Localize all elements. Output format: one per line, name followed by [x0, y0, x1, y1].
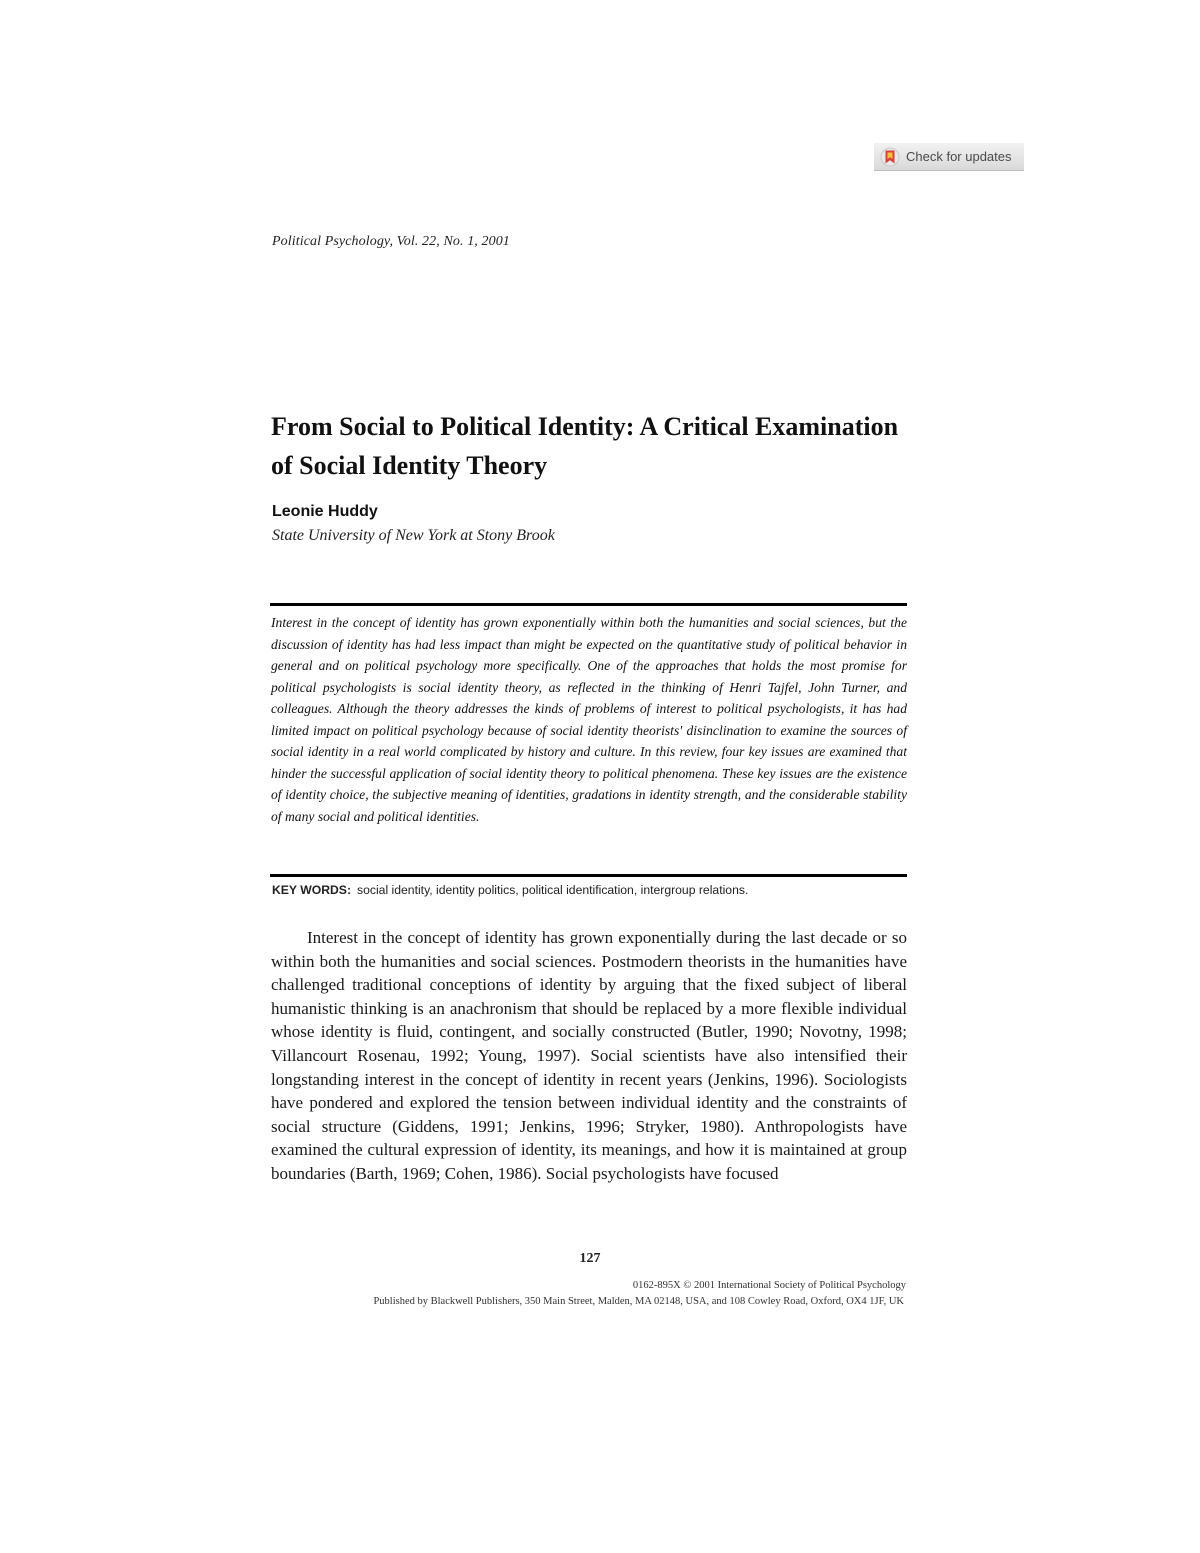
page-number: 127 — [579, 1251, 601, 1266]
footer-publisher: Published by Blackwell Publishers, 350 Main Street, Malden, MA 02148, USA, and 108 Cowley Road, Oxford, OX4 1JF, UK — [373, 1296, 904, 1307]
keywords-value: social identity, identity politics, political identification, intergroup relations. — [357, 883, 749, 897]
check-for-updates-label: Check for updates — [906, 149, 1012, 164]
article-title: From Social to Political Identity: A Critical Examination of Social Identity Theory — [271, 412, 899, 480]
body-paragraph: Interest in the concept of identity has grown exponentially during the last decade or so within both the humanities and social sciences. Postmodern theorists in the humanities have challenged traditional conceptions of identity by arguing that the fixed subject of liberal humanistic thinking is an anachronism that should be replaced by a more flexible individual whose identity is fluid, contingent, and socially constructed (Butler, 1990; Novotny, 1998; Villancourt Rosenau, 1992; Young, 1997). Social scientists have also intensified their longstanding interest in the concept of identity in recent years (Jenkins, 1996). Sociologists have pondered and explored the tension between individual identity and the constraints of social structure (Giddens, 1991; Jenkins, 1996; Stryker, 1980). Anthropologists have examined the cultural expression of identity, its meanings, and how it is maintained at group boundaries (Barth, 1969; Cohen, 1986). Social psychologists have focused — [271, 928, 907, 1183]
keywords-line — [272, 883, 912, 897]
author-name: Leonie Huddy — [272, 503, 378, 520]
abstract-top-rule — [270, 603, 907, 606]
author-affiliation: State University of New York at Stony Brook — [272, 527, 555, 544]
abstract-bottom-rule — [270, 874, 907, 877]
check-for-updates-button[interactable] — [874, 143, 1024, 171]
keywords-label: KEY WORDS: — [272, 883, 351, 897]
journal-citation: Political Psychology, Vol. 22, No. 1, 2001 — [272, 234, 510, 249]
check-for-updates-bookmark-icon — [880, 147, 900, 167]
abstract-text: Interest in the concept of identity has grown exponentially within both the humanities and social sciences, but the discussion of identity has had less impact than might be expected on the quantitative study of political behavior in general and on political psychology more specifically. One of the approaches that holds the most promise for political psychologists is social identity theory, as reflected in the thinking of Henri Tajfel, John Turner, and colleagues. Although the theory addresses the kinds of problems of interest to political psychologists, it has had limited impact on political psychology because of social identity theorists' disinclination to examine the sources of social identity in a real world complicated by history and culture. In this review, four key issues are examined that hinder the successful application of social identity theory to political phenomena. These key issues are the existence of identity choice, the subjective meaning of identities, gradations in identity strength, and the considerable stability of many social and political identities. — [271, 615, 907, 824]
footer-issn: 0162-895X © 2001 International Society of Political Psychology — [632, 1280, 906, 1291]
